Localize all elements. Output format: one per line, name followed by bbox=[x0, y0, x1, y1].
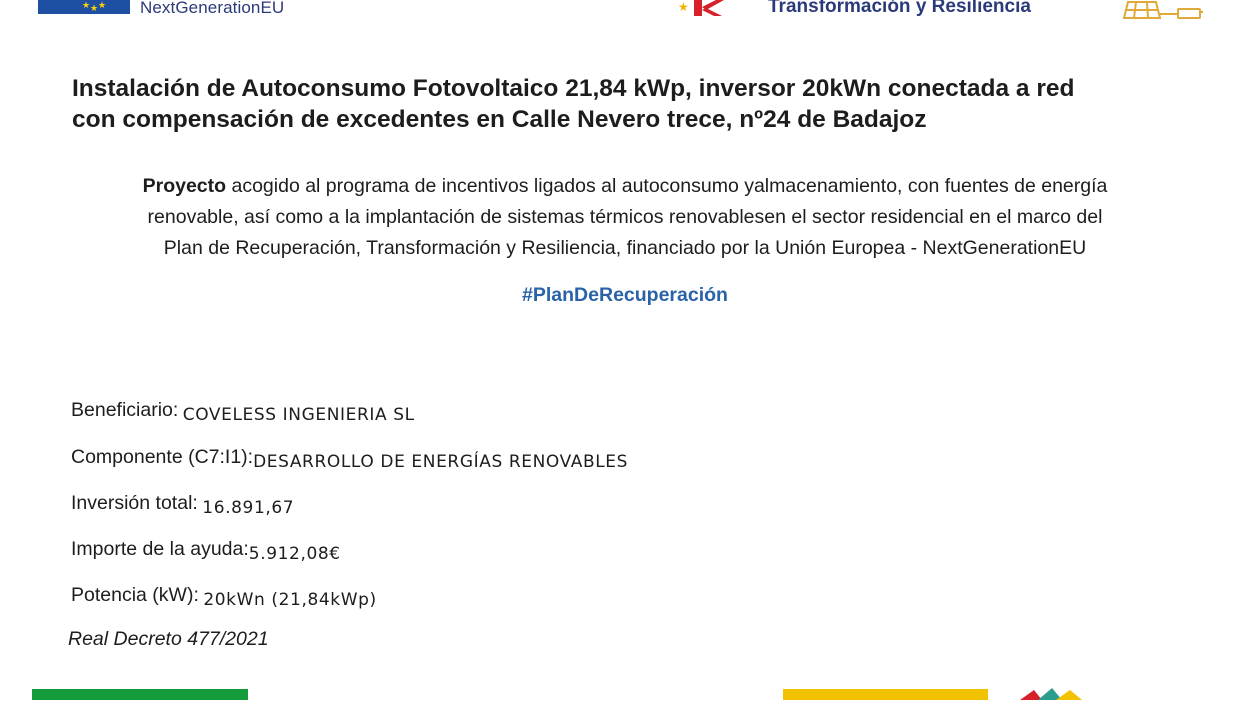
description-line-3: Plan de Recuperación, Transformación y Resiliencia, financiado por la Unión Europea - NextGenerationEU bbox=[163, 237, 1087, 259]
plan-recuperacion-text: Transformación y Resiliencia bbox=[768, 0, 1031, 17]
description-line-2: renovable, así como a la implantación de sistemas térmicos renovablesen el sector residencial en el marco del bbox=[147, 206, 1103, 228]
field-label: Importe de la ayuda: bbox=[71, 538, 249, 560]
description-lead: Proyecto bbox=[142, 175, 227, 197]
star-icon: ★ bbox=[678, 0, 689, 14]
footer-yellow-logo bbox=[783, 689, 988, 700]
field-value: COVELESS INGENIERIA SL bbox=[182, 405, 415, 425]
project-description bbox=[60, 171, 1190, 264]
real-decreto: Real Decreto 477/2021 bbox=[68, 628, 269, 650]
footer-green-logo bbox=[32, 689, 248, 700]
field-label: Inversión total: bbox=[71, 492, 198, 514]
solar-panel-battery-icon bbox=[1120, 0, 1210, 24]
description-line-1 bbox=[60, 171, 1190, 202]
field-label: Beneficiario: bbox=[71, 399, 179, 421]
project-title bbox=[72, 73, 1192, 135]
field-value: 20kWn (21,84kWp) bbox=[203, 590, 377, 610]
field-label: Componente (C7:I1): bbox=[71, 446, 254, 468]
field-importe-ayuda bbox=[71, 538, 341, 564]
footer-colored-logo bbox=[1016, 686, 1090, 700]
project-title-line-2: con compensación de excedentes en Calle Nevero trece, nº24 de Badajoz bbox=[72, 106, 927, 133]
eu-flag-logo: ★ ★ ★ bbox=[38, 0, 130, 14]
field-inversion-total bbox=[71, 492, 295, 518]
next-generation-eu-text: NextGenerationEU bbox=[140, 0, 285, 17]
field-value: DESARROLLO DE ENERGÍAS RENOVABLES bbox=[253, 452, 629, 472]
field-beneficiario bbox=[71, 399, 415, 425]
project-title-line-1: Instalación de Autoconsumo Fotovoltaico 21,84 kWp, inversor 20kWn conectada a red bbox=[72, 75, 1075, 102]
field-value: 5.912,08€ bbox=[248, 544, 341, 564]
plan-recuperacion-logo bbox=[676, 0, 756, 18]
field-componente bbox=[71, 446, 629, 472]
description-line-1-text: acogido al programa de incentivos ligados al autoconsumo yalmacenamiento, con fuentes de energía bbox=[226, 175, 1108, 197]
hashtag: #PlanDeRecuperación bbox=[522, 284, 728, 306]
field-label: Potencia (kW): bbox=[71, 584, 199, 606]
field-potencia bbox=[71, 584, 377, 610]
field-value: 16.891,67 bbox=[202, 498, 295, 518]
